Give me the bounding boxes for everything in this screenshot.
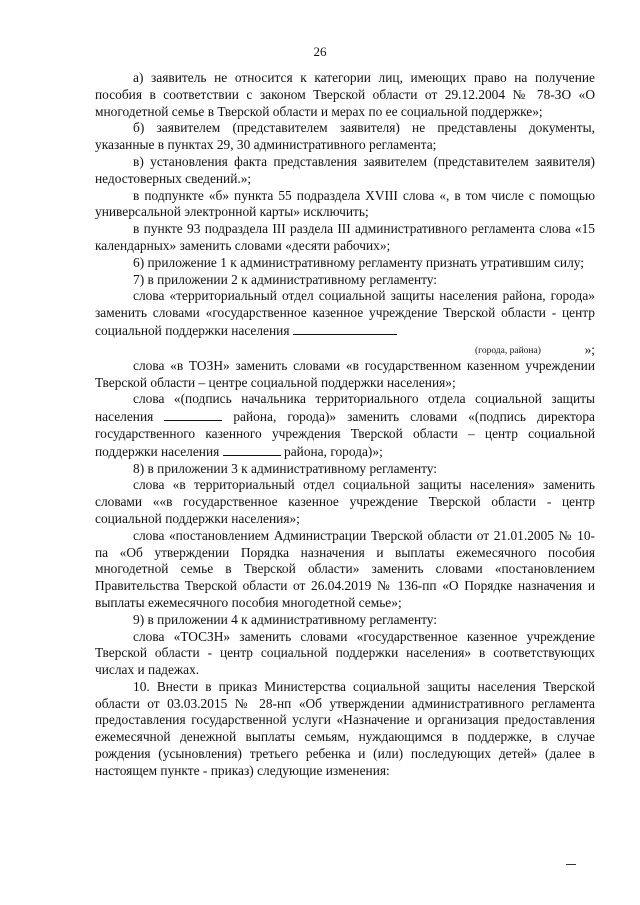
paragraph-item-10: 10. Внести в приказ Министерства социальной защиты населения Тверской области от 03.03.2015 № 28-нп «Об утверждении административного регламента предоставления государственной услуги «Назначение и организация предоставления ежемесячной денежной выплаты семьям, нуждающимся в поддержке, в случае рождения (усыновления) третьего ребенка и (или) последующих детей» (далее в настоящем пункте - приказ) следующие изменения: — [95, 678, 595, 778]
paragraph-a: а) заявитель не относится к категории лиц, имеющих право на получение пособия в соответствии с законом Тверской области от 29.12.2004 № 78-ЗО «О многодетной семье в Тверской области и мерах по ее социальной поддержке»; — [95, 70, 595, 119]
paragraph-item-8: 8) в приложении 3 к административному регламенту: — [133, 460, 438, 476]
paragraph-point-93: в пункте 93 подраздела III раздела III административного регламента слова «15 календарных» заменить словами «десяти рабочих»; — [95, 221, 595, 253]
paragraph-signature — [95, 391, 595, 460]
paragraph-appendix2-text: слова «территориальный отдел социальной защиты населения района, города» заменить словами «государственное казенное учреждение Тверской области - центр социальной поддержки населения — [95, 288, 595, 338]
blank-line — [293, 322, 397, 335]
paragraph-appendix3-replace: слова «в территориальный отдел социальной защиты населения» заменить словами ««в государственное казенное учреждение Тверской области - центр социальной поддержки населения»; — [95, 477, 595, 526]
document-body — [95, 70, 595, 780]
signature-text-c: района, города)»; — [284, 443, 383, 459]
paragraph-postanovlenie: слова «постановлением Администрации Тверской области от 21.01.2005 № 10-па «Об утверждении Порядка назначения и выплаты ежемесячного пособия многодетной семье в Тверской области» заменить словами «постановлением Правительства Тверской области от 26.04.2019 № 136-пп «О Порядке назначения и выплаты ежемесячного пособия многодетной семье»; — [95, 527, 595, 610]
blank-line — [164, 408, 222, 421]
quote-tail: »; — [584, 341, 595, 357]
pen-mark — [566, 858, 576, 865]
blank-caption: (города, района) — [475, 345, 541, 356]
blank-caption-line — [95, 342, 595, 358]
signature-text-b: района, города)» заменить словами «(подпись директора государственного казенного учреждения Тверской области – центр социальной поддержки населения — [95, 409, 595, 459]
page-number: 26 — [313, 44, 327, 59]
signature-text-a: слова «(подпись начальника территориального отдела социальной защиты населения — [95, 391, 595, 425]
paragraph-toszn: слова «ТОСЗН» заменить словами «государственное казенное учреждение Тверской области - центр социальной поддержки населения» в соответствующих числах и падежах. — [95, 628, 595, 678]
paragraph-b: б) заявителем (представителем заявителя) не представлены документы, указанные в пунктах 29, 30 административного регламента; — [95, 120, 595, 153]
paragraph-subpoint-55: в подпункте «б» пункта 55 подраздела XVIII слова «, в том числе с помощью универсальной электронной карты» исключить; — [95, 187, 595, 220]
paragraph-item-9: 9) в приложении 4 к административному регламенту: — [133, 611, 438, 627]
blank-line — [223, 443, 281, 456]
paragraph-tozn: слова «в ТОЗН» заменить словами «в государственном казенном учреждении Тверской области – центре социальной поддержки населения»; — [95, 357, 595, 390]
paragraph-item-7: 7) в приложении 2 к административному регламенту: — [133, 271, 438, 287]
paragraph-item-6: 6) приложение 1 к административному регламенту признать утратившим силу; — [133, 254, 584, 270]
paragraph-appendix2-replace — [95, 288, 595, 339]
paragraph-v: в) установления факта представления заявителем (представителем заявителя) недостоверных сведений.»; — [95, 153, 595, 186]
